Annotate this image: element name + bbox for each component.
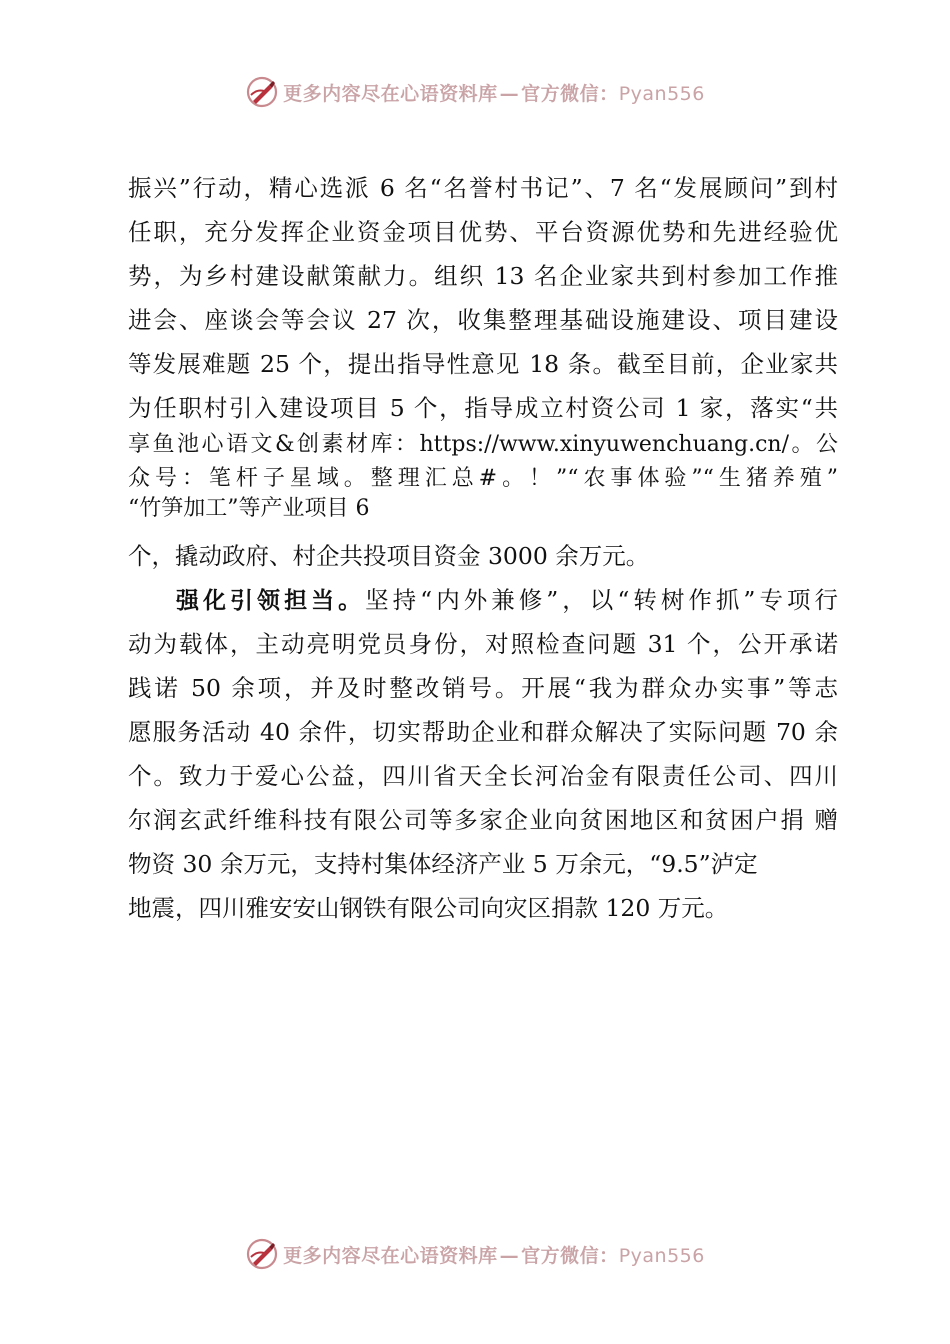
banner-wechat-label: 官方微信： bbox=[521, 82, 619, 105]
body-line: 进会、座谈会等会议 27 次，收集整理基础设施建设、项目建设 bbox=[128, 306, 838, 334]
pen-logo-icon bbox=[245, 1237, 279, 1271]
body-line: 践诺 50 余项，并及时整改销号。开展“我为群众办实事”等志 bbox=[128, 674, 838, 702]
banner-wechat-id: Pyan556 bbox=[618, 82, 705, 105]
banner-text: 更多内容尽在心语资料库 bbox=[283, 1244, 498, 1267]
body-line: 振兴”行动，精心选派 6 名“名誉村书记”、7 名“发展顾问”到村 bbox=[128, 174, 838, 202]
body-line: 为任职村引入建设项目 5 个，指导成立村资公司 1 家，落实“共 bbox=[128, 394, 838, 422]
body-line: 等发展难题 25 个，提出指导性意见 18 条。截至目前，企业家共 bbox=[128, 350, 838, 378]
header-banner bbox=[0, 70, 950, 114]
body-line-text: 坚持“内外兼修”，以“转树作抓”专项行 bbox=[365, 586, 838, 614]
body-line: 愿服务活动 40 余件，切实帮助企业和群众解决了实际问题 70 余 bbox=[128, 718, 838, 746]
body-line: 势，为乡村建设献策献力。组织 13 名企业家共到村参加工作推 bbox=[128, 262, 838, 290]
banner-wechat-id: Pyan556 bbox=[618, 1244, 705, 1267]
banner-wechat-label: 官方微信： bbox=[521, 1244, 619, 1267]
body-line: 个，撬动政府、村企共投项目资金 3000 余万元。 bbox=[128, 542, 650, 570]
body-line: 地震，四川雅安安山钢铁有限公司向灾区捐款 120 万元。 bbox=[128, 894, 729, 922]
body-line: 个。致力于爱心公益，四川省天全长河冶金有限责任公司、四川 bbox=[128, 762, 838, 790]
body-line: 享鱼池心语文&创素材库：https://www.xinyuwenchuang.cn/。公 bbox=[128, 432, 838, 457]
paragraph-heading: 强化引领担当。 bbox=[176, 588, 366, 614]
banner-separator: — bbox=[499, 1244, 520, 1267]
body-line: 任职，充分发挥企业资金项目优势、平台资源优势和先进经验优 bbox=[128, 218, 838, 246]
body-line: 众号：笔杆子星域。整理汇总#。！”“农事体验”“生猪养殖” bbox=[128, 466, 838, 491]
pen-logo-icon bbox=[245, 75, 279, 109]
footer-banner bbox=[0, 1232, 950, 1276]
body-line: 动为载体，主动亮明党员身份，对照检查问题 31 个，公开承诺 bbox=[128, 630, 838, 658]
banner-separator: — bbox=[499, 82, 520, 105]
banner-text: 更多内容尽在心语资料库 bbox=[283, 82, 498, 105]
body-line: 物资 30 余万元，支持村集体经济产业 5 万余元，“9.5”泸定 bbox=[128, 850, 758, 878]
paragraph-2-first-line bbox=[128, 578, 838, 622]
body-line: “竹笋加工”等产业项目 6 bbox=[128, 496, 370, 521]
body-line: 尔润玄武纤维科技有限公司等多家企业向贫困地区和贫困户捐 赠 bbox=[128, 806, 838, 834]
document-body bbox=[128, 166, 838, 930]
